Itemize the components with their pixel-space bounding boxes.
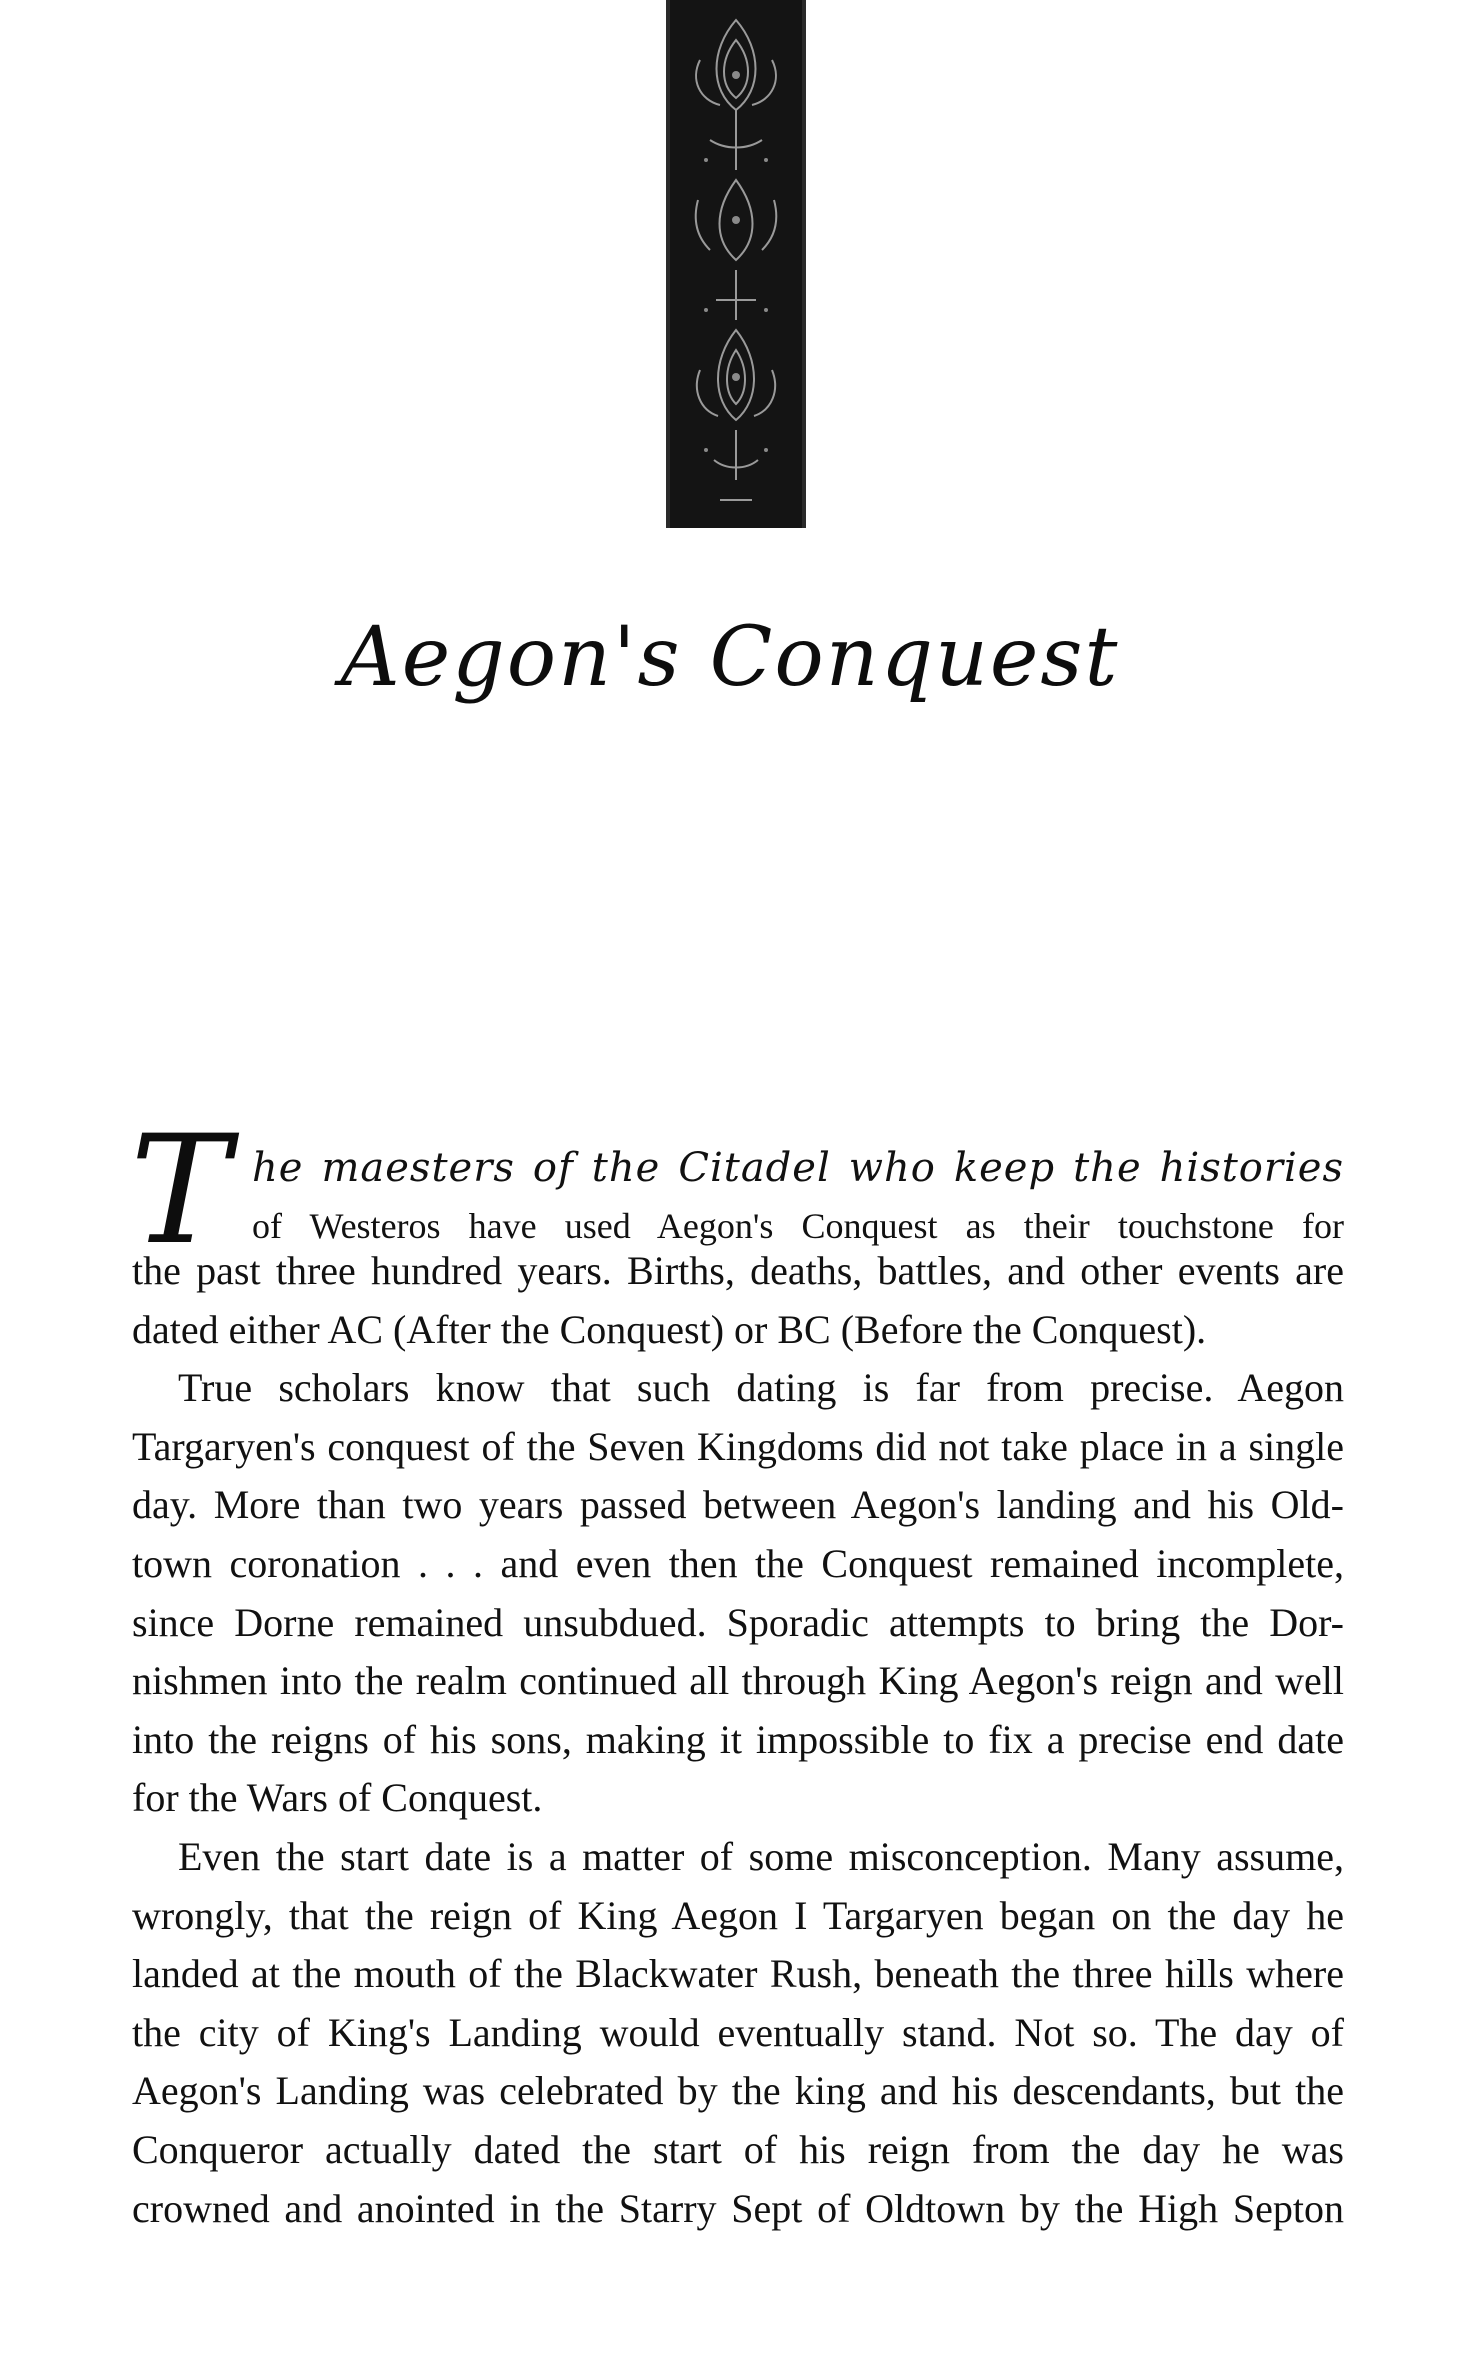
paragraph-1 — [132, 1242, 1344, 1359]
text-line: Targaryen's conquest of the Seven Kingdoms did not take place in a single — [132, 1423, 1344, 1469]
chapter-title: Aegon's Conquest — [340, 610, 1120, 705]
paragraph-3 — [132, 1828, 1344, 2238]
text-line: Conqueror actually dated the start of his reign from the day he was — [132, 2126, 1344, 2172]
opening-script-line: he maesters of the Citadel who keep the histories — [252, 1145, 1344, 1191]
text-line: wrongly, that the reign of King Aegon I Targaryen began on the day he — [132, 1892, 1344, 1938]
text-line: landed at the mouth of the Blackwater Rush, beneath the three hills where — [132, 1951, 1344, 1997]
text-line: True scholars know that such dating is far from precise. Aegon — [178, 1365, 1344, 1411]
text-line: dated either AC (After the Conquest) or BC (Before the Conquest). — [132, 1306, 1207, 1352]
text-line: the past three hundred years. Births, deaths, battles, and other events are — [132, 1248, 1344, 1293]
text-line: town coronation . . . and even then the Conquest remained incomplete, — [132, 1540, 1344, 1586]
text-line: the city of King's Landing would eventually stand. Not so. The day of — [132, 2009, 1344, 2055]
paragraph-2 — [132, 1359, 1344, 1828]
ornamental-banner — [666, 0, 806, 528]
text-line: crowned and anointed in the Starry Sept of Oldtown by the High Septon — [132, 2185, 1344, 2231]
opening-second-line: of Westeros have used Aegon's Conquest as their touchstone for — [252, 1206, 1344, 1246]
filigree-ornament-icon — [670, 0, 802, 528]
text-line: Aegon's Landing was celebrated by the king and his descendants, but the — [132, 2068, 1344, 2114]
drop-cap: T — [130, 1104, 231, 1278]
text-line: day. More than two years passed between Aegon's landing and his Old- — [132, 1482, 1344, 1528]
text-line: into the reigns of his sons, making it impossible to fix a precise end date — [132, 1716, 1344, 1762]
text-line: nishmen into the realm continued all through King Aegon's reign and well — [132, 1658, 1344, 1704]
text-line: since Dorne remained unsubdued. Sporadic attempts to bring the Dor- — [132, 1599, 1344, 1645]
body-text — [130, 1104, 1344, 2238]
text-line: Even the start date is a matter of some misconception. Many assume, — [178, 1833, 1344, 1879]
text-line: for the Wars of Conquest. — [132, 1775, 543, 1821]
